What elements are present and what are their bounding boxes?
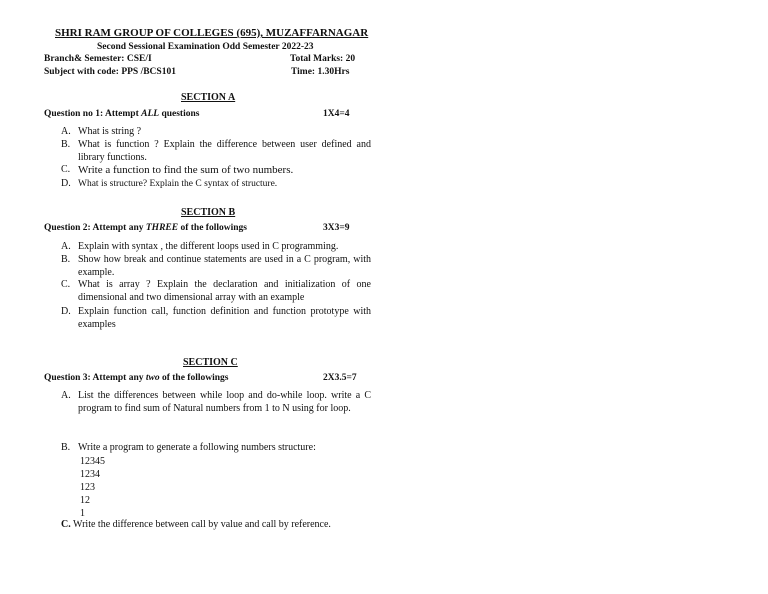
question-3-marks: 2X3.5=7 — [323, 373, 357, 383]
question-3-heading: Question 3: Attempt any two of the followings — [44, 373, 229, 383]
pattern-line: 12345 — [80, 456, 105, 467]
pattern-line: 1 — [80, 508, 85, 519]
section-b-title: SECTION B — [181, 207, 236, 218]
question-3c: C. Write the difference between call by value and call by reference. — [61, 519, 331, 530]
subject-code: Subject with code: PPS /BCS101 — [44, 67, 176, 77]
pattern-line: 1234 — [80, 469, 100, 480]
branch-semester: Branch& Semester: CSE/I — [44, 54, 152, 64]
exam-title: Second Sessional Examination Odd Semester 2022-23 — [97, 42, 314, 52]
question-1-heading: Question no 1: Attempt ALL questions — [44, 109, 200, 119]
exam-paper: SHRI RAM GROUP OF COLLEGES (695), MUZAFFARNAGAR Second Sessional Examination Odd Semester 2022-23 Branch& Semester: CSE/I Total Marks: 20 Subject with code: PPS /BCS101 Time: 1.30Hrs SECTION A Question no 1: Attempt ALL questions 1X4=4 A. What is string ? B. What is function ? Explain the difference between user defined and library functions. C. Write a function to find the sum of two numbers. D. What is structure? Explain the C syntax of structure. SECTION B Question 2: Attempt any THREE of the followings 3X3=9 A. Explain with syntax , the different loops used in C programming. B. Show how break and continue statements are used in a C program, with example. C. What is array ? Explain the declaration and initialization of one dimensional and two dimensional array with an example D. Explain function call, function definition and function prototype with examples SECTION C Question 3: Attempt any two of the followings 2X3.5=7 A. List the differences between while loop and do-while loop. write a C program to find sum of Natural numbers from 1 to N using for loop. B. Write a program to generate a following numbers structure: 12345 1234 123 12 1 C. Write the difference between call by value and call by reference. — [44, 27, 371, 530]
question-1-marks: 1X4=4 — [323, 109, 350, 119]
total-marks: Total Marks: 20 — [290, 54, 356, 64]
section-c-title: SECTION C — [183, 357, 238, 368]
college-name: SHRI RAM GROUP OF COLLEGES (695), MUZAFFARNAGAR — [55, 27, 369, 39]
number-pattern — [80, 455, 105, 520]
section-a-title: SECTION A — [181, 92, 236, 103]
pattern-line: 12 — [80, 495, 90, 506]
question-2-marks: 3X3=9 — [323, 223, 350, 233]
pattern-line: 123 — [80, 482, 95, 493]
question-2-heading: Question 2: Attempt any THREE of the followings — [44, 223, 247, 233]
exam-time: Time: 1.30Hrs — [291, 67, 350, 77]
